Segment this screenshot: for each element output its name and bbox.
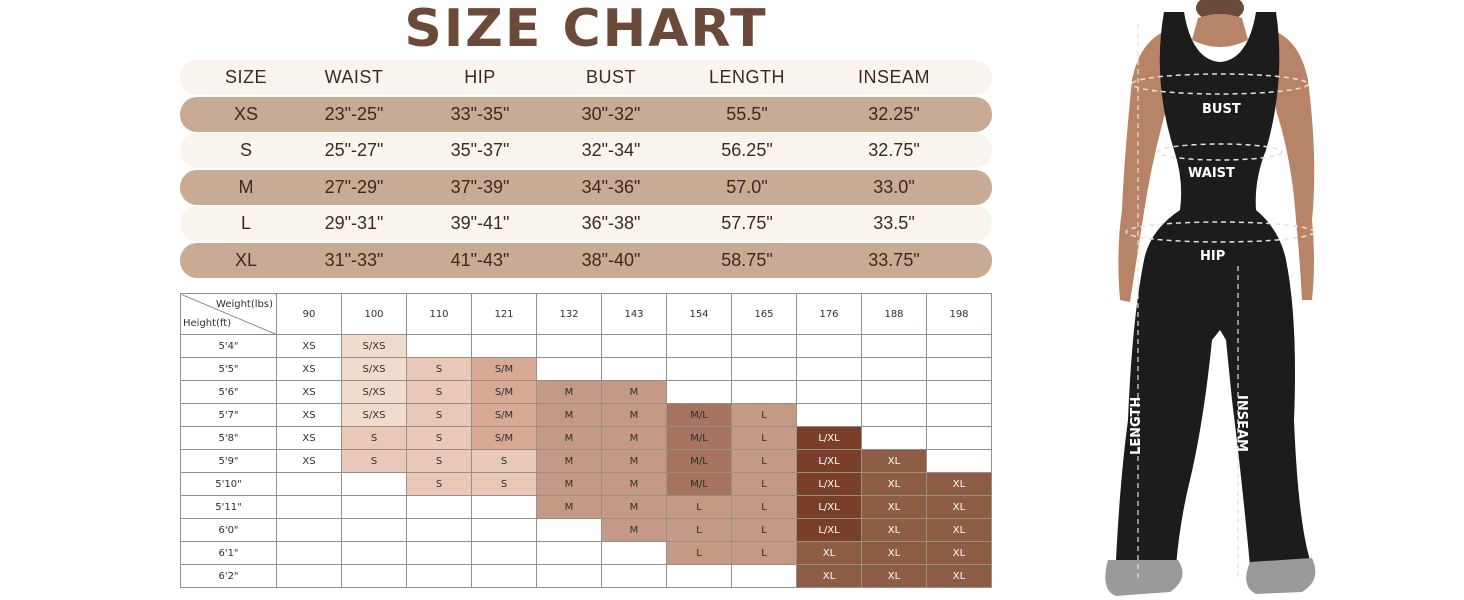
height-header: 5'7" xyxy=(181,404,277,427)
grid-cell: S xyxy=(407,381,472,404)
grid-cell xyxy=(862,404,927,427)
grid-cell: M xyxy=(602,404,667,427)
weight-header: 143 xyxy=(602,294,667,335)
weight-header: 154 xyxy=(667,294,732,335)
grid-cell: S xyxy=(407,404,472,427)
height-header: 5'10" xyxy=(181,473,277,496)
grid-cell: M xyxy=(602,519,667,542)
grid-cell: M xyxy=(602,381,667,404)
grid-cell xyxy=(472,335,537,358)
grid-cell: XL xyxy=(862,450,927,473)
size-cell-bust: 30"-32" xyxy=(581,103,641,124)
size-cell-bust: 34"-36" xyxy=(581,176,641,197)
grid-cell: M xyxy=(602,450,667,473)
size-row xyxy=(180,243,992,278)
grid-cell: XS xyxy=(277,335,342,358)
grid-cell: L/XL xyxy=(797,496,862,519)
grid-cell: XL xyxy=(927,542,992,565)
grid-cell: XS xyxy=(277,427,342,450)
size-cell-size: S xyxy=(239,140,252,161)
grid-cell: M xyxy=(537,381,602,404)
grid-cell xyxy=(342,565,407,588)
grid-cell xyxy=(537,519,602,542)
grid-row xyxy=(181,358,992,381)
height-header: 5'6" xyxy=(181,381,277,404)
grid-cell: L/XL xyxy=(797,427,862,450)
size-cell-length: 57.0" xyxy=(726,176,768,197)
grid-cell: S/XS xyxy=(342,381,407,404)
header-length: LENGTH xyxy=(708,67,785,87)
size-cell-waist: 31"-33" xyxy=(324,249,384,270)
size-cell-hip: 39"-41" xyxy=(450,213,510,234)
height-header: 5'9" xyxy=(181,450,277,473)
size-cell-inseam: 33.0" xyxy=(873,176,915,197)
size-cell-length: 58.75" xyxy=(721,249,773,270)
size-cell-waist: 25"-27" xyxy=(324,140,384,161)
grid-cell: XL xyxy=(862,473,927,496)
model-figure xyxy=(1080,0,1380,600)
length-label: LENGTH xyxy=(1129,396,1144,455)
header-hip: HIP xyxy=(464,67,496,87)
grid-cell: S xyxy=(407,473,472,496)
grid-cell: XL xyxy=(927,473,992,496)
inseam-label: INSEAM xyxy=(1234,395,1249,452)
grid-cell xyxy=(407,519,472,542)
grid-cell: XL xyxy=(862,565,927,588)
grid-cell xyxy=(277,519,342,542)
grid-cell xyxy=(667,358,732,381)
weight-header: 100 xyxy=(342,294,407,335)
grid-cell xyxy=(342,542,407,565)
grid-cell xyxy=(667,381,732,404)
size-cell-waist: 27"-29" xyxy=(324,176,384,197)
grid-cell: M/L xyxy=(667,427,732,450)
weight-height-fit-grid xyxy=(180,293,992,588)
header-bust: BUST xyxy=(585,67,636,87)
grid-cell: S/M xyxy=(472,358,537,381)
size-cell-length: 57.75" xyxy=(721,213,773,234)
grid-cell: S/M xyxy=(472,381,537,404)
grid-row xyxy=(181,450,992,473)
grid-cell xyxy=(602,542,667,565)
height-header: 5'11" xyxy=(181,496,277,519)
grid-row xyxy=(181,473,992,496)
grid-cell xyxy=(797,335,862,358)
grid-cell xyxy=(277,565,342,588)
size-cell-bust: 32"-34" xyxy=(581,140,641,161)
grid-cell: L/XL xyxy=(797,473,862,496)
grid-cell: M xyxy=(537,496,602,519)
grid-cell: XL xyxy=(797,542,862,565)
grid-cell: S/M xyxy=(472,404,537,427)
header-size: SIZE xyxy=(224,67,267,87)
grid-cell: S xyxy=(342,450,407,473)
height-header: 6'0" xyxy=(181,519,277,542)
grid-row xyxy=(181,335,992,358)
grid-cell xyxy=(277,473,342,496)
height-header: 5'8" xyxy=(181,427,277,450)
grid-cell xyxy=(537,542,602,565)
size-measurement-table xyxy=(180,60,992,280)
grid-cell xyxy=(342,496,407,519)
grid-cell: S xyxy=(407,358,472,381)
grid-cell xyxy=(537,565,602,588)
grid-cell: XS xyxy=(277,450,342,473)
size-cell-waist: 23"-25" xyxy=(324,103,384,124)
weight-header: 121 xyxy=(472,294,537,335)
grid-cell xyxy=(342,473,407,496)
grid-cell: L xyxy=(732,496,797,519)
grid-cell: L xyxy=(667,496,732,519)
grid-cell: L xyxy=(732,519,797,542)
grid-cell: XL xyxy=(862,542,927,565)
size-row xyxy=(180,133,992,168)
height-header: 5'5" xyxy=(181,358,277,381)
grid-cell xyxy=(797,381,862,404)
size-cell-inseam: 33.75" xyxy=(868,249,920,270)
grid-cell xyxy=(732,381,797,404)
grid-cell xyxy=(732,565,797,588)
grid-cell xyxy=(472,542,537,565)
grid-cell: M/L xyxy=(667,450,732,473)
grid-cell: M/L xyxy=(667,473,732,496)
grid-cell xyxy=(407,496,472,519)
size-table-header xyxy=(180,60,992,95)
grid-cell: M xyxy=(537,427,602,450)
weight-header: 90 xyxy=(277,294,342,335)
right-shoe xyxy=(1246,558,1315,594)
waist-label: WAIST xyxy=(1188,166,1235,181)
grid-cell: S/XS xyxy=(342,335,407,358)
grid-cell xyxy=(927,404,992,427)
weight-axis-label: Weight(lbs) xyxy=(216,299,273,310)
grid-header-row xyxy=(181,294,992,335)
grid-cell: M xyxy=(537,450,602,473)
grid-cell: S xyxy=(472,473,537,496)
grid-cell xyxy=(862,427,927,450)
size-row xyxy=(180,97,992,132)
height-axis-label: Height(ft) xyxy=(183,318,232,329)
grid-cell: L xyxy=(732,427,797,450)
grid-cell: XL xyxy=(862,496,927,519)
size-cell-size: XS xyxy=(233,103,258,124)
grid-cell xyxy=(277,542,342,565)
grid-cell: L xyxy=(667,519,732,542)
grid-cell: L xyxy=(732,542,797,565)
grid-cell xyxy=(667,565,732,588)
height-header: 6'2" xyxy=(181,565,277,588)
size-cell-length: 56.25" xyxy=(721,140,773,161)
grid-cell: XL xyxy=(862,519,927,542)
page-title: SIZE CHART xyxy=(404,0,768,59)
grid-cell xyxy=(732,358,797,381)
grid-cell xyxy=(537,335,602,358)
grid-cell xyxy=(927,427,992,450)
size-row xyxy=(180,170,992,205)
grid-cell: S xyxy=(407,450,472,473)
grid-cell: L/XL xyxy=(797,519,862,542)
size-cell-waist: 29"-31" xyxy=(324,213,384,234)
size-cell-size: M xyxy=(238,176,254,197)
grid-cell xyxy=(472,496,537,519)
grid-cell: M/L xyxy=(667,404,732,427)
grid-cell xyxy=(342,519,407,542)
grid-cell xyxy=(732,335,797,358)
grid-row xyxy=(181,404,992,427)
grid-cell: XL xyxy=(927,496,992,519)
size-cell-size: XL xyxy=(234,249,258,270)
grid-cell: S/XS xyxy=(342,404,407,427)
grid-cell: XS xyxy=(277,358,342,381)
grid-cell xyxy=(797,358,862,381)
size-cell-inseam: 32.25" xyxy=(868,103,920,124)
height-header: 5'4" xyxy=(181,335,277,358)
header-inseam: INSEAM xyxy=(857,67,930,87)
grid-cell xyxy=(667,335,732,358)
grid-cell xyxy=(407,335,472,358)
grid-cell: XS xyxy=(277,381,342,404)
grid-cell: L xyxy=(732,404,797,427)
bust-label: BUST xyxy=(1202,102,1241,117)
size-cell-bust: 36"-38" xyxy=(581,213,641,234)
size-cell-inseam: 33.5" xyxy=(873,213,915,234)
grid-cell xyxy=(407,542,472,565)
grid-cell xyxy=(927,450,992,473)
weight-header: 176 xyxy=(797,294,862,335)
grid-cell xyxy=(602,358,667,381)
grid-cell xyxy=(277,496,342,519)
weight-header: 110 xyxy=(407,294,472,335)
grid-cell xyxy=(407,565,472,588)
hip-label: HIP xyxy=(1200,249,1226,264)
grid-row xyxy=(181,565,992,588)
grid-row xyxy=(181,496,992,519)
grid-row xyxy=(181,542,992,565)
size-cell-hip: 35"-37" xyxy=(450,140,510,161)
weight-header: 132 xyxy=(537,294,602,335)
grid-cell xyxy=(862,381,927,404)
grid-corner-cell xyxy=(181,294,277,335)
left-shoe xyxy=(1105,560,1182,596)
size-cell-hip: 41"-43" xyxy=(450,249,510,270)
grid-cell: L xyxy=(732,473,797,496)
size-row xyxy=(180,206,992,241)
grid-cell: L xyxy=(667,542,732,565)
grid-cell xyxy=(927,381,992,404)
grid-cell: M xyxy=(602,496,667,519)
size-cell-length: 55.5" xyxy=(726,103,768,124)
weight-header: 188 xyxy=(862,294,927,335)
grid-cell xyxy=(472,565,537,588)
grid-cell: M xyxy=(602,427,667,450)
size-cell-bust: 38"-40" xyxy=(581,249,641,270)
size-cell-inseam: 32.75" xyxy=(868,140,920,161)
grid-cell: S xyxy=(472,450,537,473)
height-header: 6'1" xyxy=(181,542,277,565)
header-waist: WAIST xyxy=(324,67,384,87)
weight-header: 198 xyxy=(927,294,992,335)
grid-cell: XL xyxy=(797,565,862,588)
grid-cell xyxy=(862,358,927,381)
grid-cell: L xyxy=(732,450,797,473)
grid-row xyxy=(181,427,992,450)
grid-cell: M xyxy=(537,404,602,427)
weight-header: 165 xyxy=(732,294,797,335)
grid-cell xyxy=(797,404,862,427)
grid-cell: XL xyxy=(927,565,992,588)
grid-cell xyxy=(862,335,927,358)
grid-cell: S/XS xyxy=(342,358,407,381)
grid-cell: S xyxy=(407,427,472,450)
grid-cell xyxy=(927,335,992,358)
size-cell-hip: 33"-35" xyxy=(450,103,510,124)
grid-row xyxy=(181,381,992,404)
grid-cell: M xyxy=(537,473,602,496)
size-cell-hip: 37"-39" xyxy=(450,176,510,197)
grid-cell xyxy=(472,519,537,542)
grid-cell xyxy=(602,335,667,358)
grid-cell: S/M xyxy=(472,427,537,450)
size-cell-size: L xyxy=(240,213,251,234)
grid-cell xyxy=(537,358,602,381)
grid-cell: S xyxy=(342,427,407,450)
grid-cell: XL xyxy=(927,519,992,542)
grid-cell: XS xyxy=(277,404,342,427)
grid-cell: M xyxy=(602,473,667,496)
grid-cell xyxy=(602,565,667,588)
grid-cell xyxy=(927,358,992,381)
grid-cell: L/XL xyxy=(797,450,862,473)
grid-row xyxy=(181,519,992,542)
